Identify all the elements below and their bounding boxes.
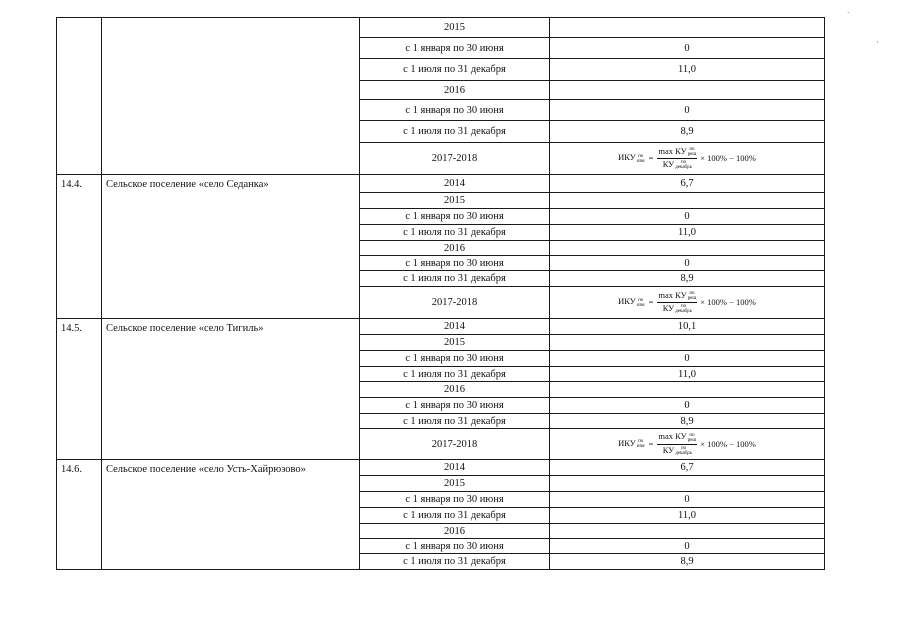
formula-index-scripts bbox=[637, 439, 645, 449]
formula-den-sup: по bbox=[680, 160, 687, 166]
formula-index-scripts bbox=[637, 298, 645, 308]
table-row bbox=[57, 175, 825, 193]
period-cell: с 1 июля по 31 декабря bbox=[360, 414, 550, 429]
formula-den-sub: декабрь bbox=[675, 309, 692, 315]
formula-index-sup: по bbox=[638, 297, 644, 303]
formula-den-sub: декабрь bbox=[675, 450, 692, 456]
formula-max-sub: реш bbox=[687, 152, 697, 157]
period-cell: 2016 bbox=[360, 382, 550, 398]
value-cell: 8,9 bbox=[550, 271, 825, 287]
formula-numerator bbox=[657, 147, 697, 159]
value-cell: 0 bbox=[550, 209, 825, 225]
formula-numerator bbox=[657, 432, 697, 444]
index-formula bbox=[618, 147, 756, 170]
value-cell bbox=[550, 241, 825, 256]
formula-fraction bbox=[657, 147, 697, 170]
formula-den: КУ bbox=[662, 303, 675, 313]
formula-den-scripts bbox=[675, 446, 692, 456]
value-cell: 11,0 bbox=[550, 367, 825, 382]
value-cell: 0 bbox=[550, 100, 825, 121]
formula-denominator bbox=[662, 159, 693, 170]
settlement-name: Сельское поселение «село Тигиль» bbox=[102, 319, 360, 460]
formula-max-scripts bbox=[688, 147, 697, 157]
value-cell: 0 bbox=[550, 38, 825, 59]
value-cell: 0 bbox=[550, 256, 825, 271]
period-cell: 2017-2018 bbox=[360, 143, 550, 175]
formula-max-scripts bbox=[688, 291, 697, 301]
formula-tail: × 100% − 100% bbox=[700, 153, 756, 163]
scan-mark: ˙ bbox=[846, 12, 851, 22]
formula-numerator bbox=[657, 291, 697, 303]
item-number: 14.5. bbox=[57, 319, 102, 460]
period-cell: с 1 июля по 31 декабря bbox=[360, 59, 550, 81]
value-cell: 0 bbox=[550, 539, 825, 554]
formula-index: ИКУ bbox=[618, 152, 636, 163]
value-cell: 0 bbox=[550, 492, 825, 508]
formula-equals: = bbox=[648, 297, 654, 307]
period-cell: 2016 bbox=[360, 524, 550, 539]
period-cell: с 1 июля по 31 декабря bbox=[360, 271, 550, 287]
value-cell: 11,0 bbox=[550, 508, 825, 524]
formula-max: max КУ bbox=[658, 431, 687, 442]
settlement-name: Сельское поселение «село Усть-Хайрюзово» bbox=[102, 460, 360, 570]
period-cell: с 1 января по 30 июня bbox=[360, 539, 550, 554]
period-cell: с 1 июля по 31 декабря bbox=[360, 225, 550, 241]
period-cell: 2015 bbox=[360, 193, 550, 209]
formula-den-scripts bbox=[675, 304, 692, 314]
period-cell: 2015 bbox=[360, 476, 550, 492]
tariff-table bbox=[56, 17, 825, 570]
formula-index: ИКУ bbox=[618, 296, 636, 307]
period-cell: с 1 июля по 31 декабря bbox=[360, 508, 550, 524]
period-cell: с 1 июля по 31 декабря bbox=[360, 121, 550, 143]
formula-fraction bbox=[657, 432, 697, 455]
formula-cell bbox=[550, 143, 825, 175]
formula-max: max КУ bbox=[658, 145, 687, 156]
scan-mark: · bbox=[876, 38, 879, 48]
value-cell: 11,0 bbox=[550, 59, 825, 81]
period-cell: 2014 bbox=[360, 460, 550, 476]
formula-index-sub: изм bbox=[636, 302, 645, 308]
period-cell: 2017-2018 bbox=[360, 287, 550, 319]
period-cell: с 1 января по 30 июня bbox=[360, 100, 550, 121]
formula-index: ИКУ bbox=[618, 437, 636, 448]
table-body bbox=[57, 18, 825, 570]
formula-max-sub: реш bbox=[687, 437, 697, 443]
formula-den-scripts bbox=[675, 160, 692, 170]
formula-denominator bbox=[662, 303, 693, 314]
table-row bbox=[57, 18, 825, 38]
period-cell: с 1 января по 30 июня bbox=[360, 351, 550, 367]
formula-max-sup: по bbox=[689, 147, 695, 152]
period-cell: 2016 bbox=[360, 81, 550, 100]
formula-den-sub: декабрь bbox=[675, 165, 692, 171]
period-cell: 2015 bbox=[360, 335, 550, 351]
value-cell: 8,9 bbox=[550, 414, 825, 429]
formula-cell bbox=[550, 429, 825, 460]
formula-tail: × 100% − 100% bbox=[700, 438, 756, 449]
value-cell: 0 bbox=[550, 398, 825, 414]
value-cell bbox=[550, 335, 825, 351]
value-cell: 0 bbox=[550, 351, 825, 367]
index-formula bbox=[618, 291, 756, 314]
formula-index-sup: по bbox=[638, 439, 644, 445]
table-row bbox=[57, 319, 825, 335]
index-formula bbox=[618, 432, 756, 455]
settlement-name bbox=[102, 18, 360, 175]
period-cell: 2017-2018 bbox=[360, 429, 550, 460]
value-cell bbox=[550, 476, 825, 492]
value-cell: 8,9 bbox=[550, 121, 825, 143]
formula-max-sub: реш bbox=[687, 296, 697, 301]
value-cell: 8,9 bbox=[550, 554, 825, 570]
formula-den: КУ bbox=[662, 444, 675, 455]
period-cell: 2014 bbox=[360, 175, 550, 193]
formula-max-sup: по bbox=[689, 432, 695, 438]
formula-index-sub: изм bbox=[636, 444, 645, 450]
value-cell: 11,0 bbox=[550, 225, 825, 241]
value-cell bbox=[550, 382, 825, 398]
formula-index-sub: изм bbox=[636, 158, 645, 164]
period-cell: с 1 января по 30 июня bbox=[360, 256, 550, 271]
formula-fraction bbox=[657, 291, 697, 314]
settlement-name: Сельское поселение «село Седанка» bbox=[102, 175, 360, 319]
formula-index-scripts bbox=[637, 154, 645, 164]
formula-lhs bbox=[618, 297, 644, 307]
formula-max-sup: по bbox=[689, 291, 695, 296]
formula-lhs bbox=[618, 153, 644, 163]
formula-equals: = bbox=[648, 153, 654, 163]
period-cell: 2015 bbox=[360, 18, 550, 38]
formula-den-sup: по bbox=[680, 304, 687, 310]
table-row bbox=[57, 460, 825, 476]
value-cell: 10,1 bbox=[550, 319, 825, 335]
period-cell: 2016 bbox=[360, 241, 550, 256]
formula-tail: × 100% − 100% bbox=[700, 297, 756, 307]
value-cell bbox=[550, 193, 825, 209]
value-cell bbox=[550, 524, 825, 539]
formula-denominator bbox=[662, 445, 693, 456]
formula-lhs bbox=[618, 439, 644, 449]
period-cell: с 1 января по 30 июня bbox=[360, 209, 550, 225]
period-cell: 2014 bbox=[360, 319, 550, 335]
period-cell: с 1 июля по 31 декабря bbox=[360, 554, 550, 570]
formula-den-sup: по bbox=[680, 445, 687, 451]
formula-den: КУ bbox=[662, 159, 675, 169]
formula-max: max КУ bbox=[658, 289, 687, 300]
formula-equals: = bbox=[648, 438, 654, 449]
value-cell bbox=[550, 81, 825, 100]
value-cell: 6,7 bbox=[550, 460, 825, 476]
formula-max-scripts bbox=[688, 433, 697, 443]
value-cell bbox=[550, 18, 825, 38]
value-cell: 6,7 bbox=[550, 175, 825, 193]
period-cell: с 1 января по 30 июня bbox=[360, 398, 550, 414]
item-number: 14.4. bbox=[57, 175, 102, 319]
period-cell: с 1 января по 30 июня bbox=[360, 492, 550, 508]
item-number: 14.6. bbox=[57, 460, 102, 570]
period-cell: с 1 января по 30 июня bbox=[360, 38, 550, 59]
item-number bbox=[57, 18, 102, 175]
formula-index-sup: по bbox=[638, 153, 644, 159]
formula-cell bbox=[550, 287, 825, 319]
period-cell: с 1 июля по 31 декабря bbox=[360, 367, 550, 382]
